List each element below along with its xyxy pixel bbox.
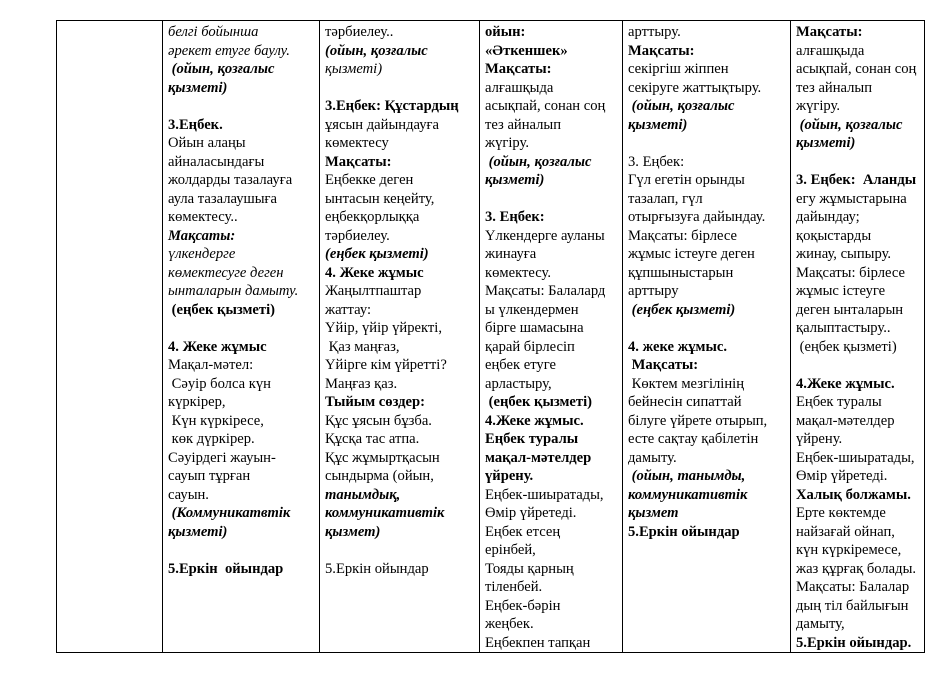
- text-line: Қаз маңғаз,: [325, 338, 400, 355]
- text-line: жеңбек.: [485, 616, 534, 632]
- text-line: сауып тұрған: [168, 468, 251, 484]
- text-line: Құсқа тас атпа.: [325, 431, 420, 447]
- text-line: әрекет етуге баулу.: [168, 42, 290, 59]
- text-line: (еңбек қызметі): [796, 338, 897, 355]
- text-line: 4.Жеке жұмыс.: [796, 375, 895, 392]
- text-line: Үйірге кім үйретті?: [325, 357, 447, 373]
- text-line: (еңбек қызметі): [168, 301, 275, 318]
- text-line: Тояды қарның: [485, 560, 574, 577]
- text-line: күн күркіремесе,: [796, 542, 902, 558]
- text-line: Еңбек-шиыратады,: [796, 449, 915, 466]
- text-line: жинау, сыпыру.: [796, 246, 892, 262]
- text-line: 3.Еңбек: Құстардың: [325, 98, 459, 114]
- text-line: Мақсаты: бірлесе: [628, 227, 738, 244]
- text-line: жинауға: [485, 246, 537, 262]
- text-line: 5.Еркін ойындар.: [796, 634, 912, 651]
- text-line: (ойын, танымды,: [628, 468, 746, 484]
- text-line: найзағай ойнап,: [796, 523, 895, 540]
- text-line: мақал-мәтелдер: [485, 449, 592, 466]
- text-line: қызмет): [325, 523, 381, 540]
- text-line: (ойын, қозғалыс: [168, 61, 275, 77]
- text-line: Құс жұмыртқасын: [325, 449, 440, 466]
- blank-line: [168, 541, 315, 560]
- text-line: Маңғаз қаз.: [325, 375, 398, 392]
- text-line: Сәуірдегі жауын-: [168, 449, 276, 466]
- text-line: Өмір үйретеді.: [485, 505, 577, 521]
- text-line: «Әткеншек»: [485, 42, 568, 59]
- text-line: мақал-мәтелдер: [796, 412, 895, 429]
- text-line: Гүл егетін орынды: [628, 172, 745, 188]
- text-line: Мақсаты:: [796, 24, 863, 40]
- text-line: дың тіл байлығын: [796, 597, 909, 614]
- text-line: дамыту,: [796, 616, 845, 632]
- table-cell-col-4: [623, 21, 791, 653]
- blank-line: [168, 319, 315, 338]
- text-line: (ойын, қозғалыс: [485, 153, 592, 170]
- text-line: Еңбекке деген: [325, 172, 414, 188]
- text-line: еңбекқорлыққа: [325, 209, 420, 225]
- text-line: жүгіру.: [796, 98, 841, 114]
- text-line: тәрбиелеу..: [325, 24, 394, 40]
- text-line: Мақсаты: Балалард: [485, 283, 606, 299]
- text-line: көк дүркірер.: [168, 431, 255, 447]
- text-line: тазалап, гүл: [628, 190, 703, 207]
- blank-line: [628, 134, 786, 153]
- blank-line: [796, 153, 920, 172]
- text-line: Ерте көктемде: [796, 505, 886, 521]
- text-line: ынтасын кеңейту,: [325, 190, 435, 207]
- text-line: 3. Еңбек: Аланды: [796, 172, 917, 188]
- text-line: Халық болжамы.: [796, 486, 911, 503]
- text-line: Еңбек-шиыратады,: [485, 486, 604, 503]
- text-line: ерінбей,: [485, 542, 536, 558]
- text-line: арластыру,: [485, 375, 552, 392]
- text-line: көмектесу.: [485, 264, 551, 281]
- text-line: Жаңылтпаштар: [325, 283, 422, 299]
- text-line: Тыйым сөздер:: [325, 394, 426, 410]
- table-cell-col-5: [791, 21, 925, 653]
- text-line: дамыту.: [628, 449, 677, 466]
- text-line: (ойын, қозғалыс: [796, 116, 903, 133]
- text-line: Мақсаты:: [325, 153, 392, 170]
- text-line: Өмір үйретеді.: [796, 468, 888, 484]
- text-line: есте сақтау қабілетін: [628, 431, 759, 447]
- text-line: (еңбек қызметі): [485, 394, 592, 410]
- table-cell-col-2: [320, 21, 480, 653]
- text-line: танымдық,: [325, 486, 401, 503]
- text-line: 4.Жеке жұмыс.: [485, 412, 584, 429]
- text-line: сындырма (ойын,: [325, 468, 434, 484]
- text-line: арттыру: [628, 283, 679, 299]
- text-line: қызметі): [325, 61, 383, 77]
- text-line: үйрену.: [796, 431, 843, 447]
- text-line: дайындау;: [796, 209, 860, 225]
- text-line: Сәуір болса күн: [168, 375, 271, 392]
- blank-line: [325, 79, 475, 98]
- text-line: Үлкендерге ауланы: [485, 227, 605, 244]
- text-line: қызметі): [796, 135, 856, 151]
- text-line: ойын:: [485, 24, 526, 40]
- text-line: көмектесу: [325, 135, 389, 151]
- text-line: 3.Еңбек.: [168, 116, 223, 133]
- text-line: күркірер,: [168, 394, 226, 410]
- text-line: Күн күркіресе,: [168, 412, 264, 429]
- text-line: Еңбек етсең: [485, 523, 561, 540]
- blank-line: [796, 356, 920, 375]
- text-line: үлкендерге: [168, 246, 236, 262]
- text-line: бейнесін сипаттай: [628, 394, 742, 410]
- text-line: қызмет: [628, 505, 679, 521]
- text-line: аула тазалаушыға: [168, 190, 278, 207]
- text-line: отырғызуға дайындау.: [628, 209, 766, 225]
- text-line: 5.Еркін ойындар: [628, 523, 740, 540]
- table-row: [57, 21, 925, 653]
- text-line: коммуникативтік: [628, 486, 748, 503]
- text-line: тез айналып: [485, 116, 562, 133]
- text-line: алғашқыда: [485, 79, 554, 96]
- text-line: жолдарды тазалауға: [168, 172, 293, 188]
- text-line: құпшыныстарын: [628, 264, 734, 281]
- text-line: (Коммуникатвтік: [168, 505, 291, 521]
- text-line: Еңбек туралы: [485, 431, 579, 447]
- text-line: Мақсаты: Балалар: [796, 579, 910, 595]
- text-line: 4. Жеке жұмыс: [168, 338, 267, 355]
- text-line: жүгіру.: [485, 135, 530, 151]
- text-line: деген ынталарын: [796, 301, 904, 318]
- text-line: Еңбекпен тапқан: [485, 634, 591, 651]
- text-line: (еңбек қызметі): [325, 246, 429, 262]
- text-line: 5.Еркін ойындар: [168, 560, 284, 577]
- blank-line: [168, 97, 315, 116]
- text-line: 3. Еңбек:: [628, 153, 685, 170]
- text-line: Мақал-мәтел:: [168, 357, 254, 373]
- text-line: асықпай, сонан соң: [796, 61, 917, 77]
- text-line: Үйір, үйір үйректі,: [325, 320, 442, 336]
- text-line: Ойын алаңы: [168, 135, 246, 151]
- text-line: қызметі): [628, 116, 688, 133]
- text-line: көмектесуге деген: [168, 264, 284, 281]
- blank-line: [485, 190, 618, 209]
- table-cell-empty: [57, 21, 163, 653]
- table-cell-col-3: [480, 21, 623, 653]
- text-line: 5.Еркін ойындар: [325, 560, 429, 577]
- text-line: (ойын, қозғалыс: [628, 98, 735, 114]
- text-line: секіруге жаттықтыру.: [628, 79, 762, 96]
- text-line: 3. Еңбек:: [485, 209, 545, 225]
- text-line: Мақсаты:: [628, 357, 699, 373]
- text-line: сауын.: [168, 486, 209, 503]
- text-line: қызметі): [168, 79, 228, 96]
- text-line: егу жұмыстарына: [796, 190, 907, 207]
- blank-line: [325, 541, 475, 560]
- text-line: үйрену.: [485, 468, 534, 484]
- lesson-plan-table: [56, 20, 925, 653]
- text-line: Мақсаты:: [168, 227, 236, 244]
- text-line: Еңбек-бәрін: [485, 597, 561, 614]
- text-line: қызметі): [485, 172, 545, 188]
- text-line: тәрбиелеу.: [325, 227, 390, 244]
- text-line: Мақсаты: бірлесе: [796, 264, 906, 281]
- text-line: жұмыс істеуге деген: [628, 246, 755, 262]
- text-line: коммуникативтік: [325, 505, 445, 521]
- text-line: қарай бірлесіп: [485, 338, 575, 355]
- text-line: ынталарын дамыту.: [168, 283, 299, 299]
- text-line: 4. жеке жұмыс.: [628, 338, 727, 355]
- text-line: айналасындағы: [168, 153, 265, 170]
- text-line: бірге шамасына: [485, 320, 584, 336]
- text-line: алғашқыда: [796, 42, 865, 59]
- text-line: белгі бойынша: [168, 24, 259, 40]
- text-line: (еңбек қызметі): [628, 301, 736, 318]
- text-line: ұясын дайындауға: [325, 116, 439, 133]
- text-line: тіленбей.: [485, 579, 543, 595]
- text-line: еңбек етуге: [485, 357, 556, 373]
- text-line: көмектесу..: [168, 209, 238, 225]
- blank-line: [628, 319, 786, 338]
- text-line: білуге үйрете отырып,: [628, 412, 768, 429]
- text-line: Құс ұясын бұзба.: [325, 412, 432, 429]
- table-cell-col-1: [163, 21, 320, 653]
- text-line: қалыптастыру..: [796, 320, 891, 336]
- text-line: ы үлкендермен: [485, 301, 579, 318]
- text-line: Мақсаты:: [485, 61, 552, 77]
- text-line: 4. Жеке жұмыс: [325, 264, 424, 281]
- text-line: қызметі): [168, 523, 228, 540]
- text-line: (ойын, қозғалыс: [325, 42, 428, 59]
- text-line: Еңбек туралы: [796, 394, 882, 410]
- text-line: жаттау:: [325, 301, 372, 318]
- text-line: Көктем мезгілінің: [628, 375, 745, 392]
- text-line: асықпай, сонан соң: [485, 98, 606, 114]
- text-line: тез айналып: [796, 79, 873, 96]
- text-line: Мақсаты:: [628, 42, 695, 59]
- text-line: арттыру.: [628, 24, 681, 40]
- text-line: жұмыс істеуге: [796, 283, 886, 299]
- text-line: жаз құрғақ болады.: [796, 560, 917, 577]
- text-line: секіргіш жіппен: [628, 61, 729, 77]
- text-line: қоқыстарды: [796, 227, 872, 244]
